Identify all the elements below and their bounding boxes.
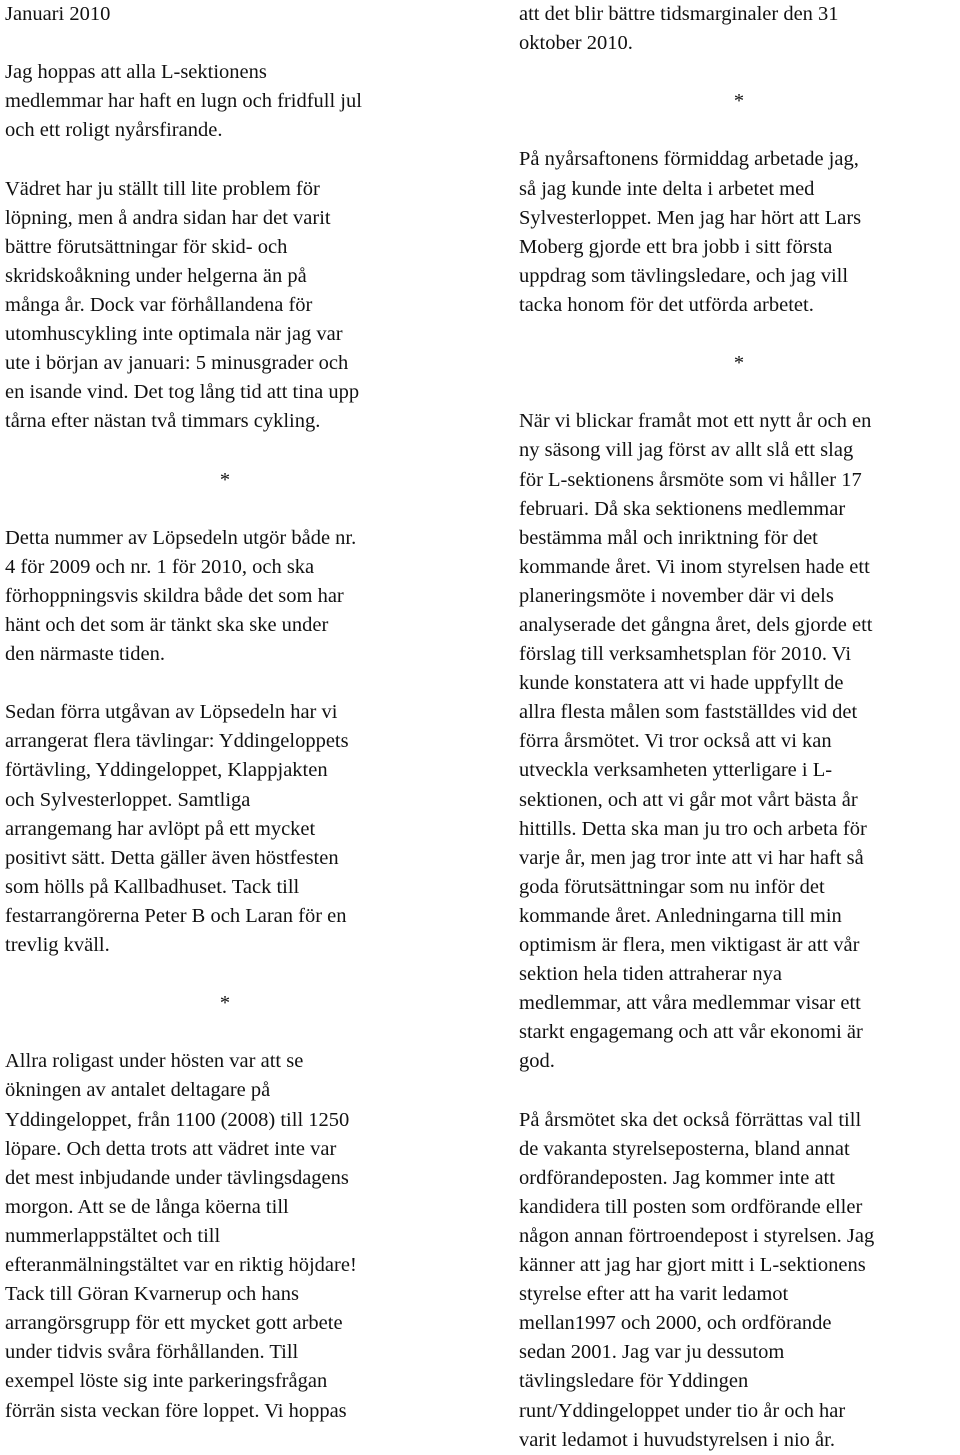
left-text-line: arrangemang har avlöpt på ett mycket (5, 817, 316, 840)
section-separator: * (219, 468, 231, 491)
paragraph-gap (5, 1018, 475, 1047)
right-text-line: starkt engagemang och att vår ekonomi är (519, 1021, 863, 1044)
left-text-line: utomhuscykling inte optimala när jag var (5, 323, 343, 346)
right-text-line: någon annan förtroendepost i styrelsen. Jag (519, 1224, 875, 1247)
left-text-line: en isande vind. Det tog lång tid att tina upp (5, 381, 360, 404)
right-text-line: kandidera till posten som ordförande eller (519, 1195, 863, 1218)
left-text-line: Sedan förra utgåvan av Löpsedeln har vi (5, 701, 338, 724)
right-text-line: sedan 2001. Jag var ju dessutom (519, 1341, 785, 1364)
right-text-line: varje år, men jag tror inte att vi har haft så (519, 846, 864, 869)
right-text-line: styrelse efter att ha varit ledamot (519, 1283, 789, 1306)
paragraph-gap (519, 320, 959, 349)
left-text-line: löpare. Och detta trots att vädret inte var (5, 1137, 337, 1160)
right-text-line: Sylvesterloppet. Men jag har hört att Lars (519, 206, 862, 229)
left-text-line: trevlig kväll. (5, 934, 110, 956)
section-separator: * (219, 992, 231, 1015)
right-text-line: hittills. Detta ska man ju tro och arbeta för (519, 817, 867, 840)
left-text-line: positivt sätt. Detta gäller även höstfesten (5, 846, 339, 869)
right-text-line: ordförandeposten. Jag kommer inte att (519, 1166, 835, 1189)
right-text-line: utveckla verksamheten ytterligare i L- (519, 759, 833, 782)
paragraph-gap (5, 495, 475, 524)
left-column (5, 0, 475, 1426)
left-text-line: ute i början av januari: 5 minusgrader och (5, 352, 349, 375)
left-text-line: Jag hoppas att alla L-sektionens (5, 61, 267, 84)
right-text-line: Moberg gjorde ett bra jobb i sitt första (519, 235, 833, 258)
right-text-line: god. (519, 1050, 555, 1073)
paragraph-gap (5, 29, 475, 58)
right-text-line: för L-sektionens årsmöte som vi håller 17 (519, 468, 862, 491)
right-text-line: analyserade det gångna året, dels gjorde ett (519, 613, 873, 636)
right-text-line: sektion hela tiden attraherar nya (519, 963, 782, 986)
left-text-line: arrangörsgrupp för ett mycket gott arbete (5, 1312, 343, 1335)
left-text-line: arrangerat flera tävlingar: Yddingeloppets (5, 730, 349, 753)
paragraph-gap (5, 145, 475, 174)
paragraph-gap (519, 1076, 959, 1105)
paragraph-gap (5, 436, 475, 465)
right-text-line: sektionen, och att vi går mot vårt bästa år (519, 788, 858, 811)
right-text-line: På årsmötet ska det också förrättas val till (519, 1108, 862, 1131)
left-text-line: som hölls på Kallbadhuset. Tack till (5, 875, 300, 898)
right-text-line: uppdrag som tävlingsledare, och jag vill (519, 264, 849, 287)
right-text-line: kommande året. Anledningarna till min (519, 904, 842, 927)
section-separator: * (733, 90, 745, 113)
right-text-line: medlemmar, att våra medlemmar visar ett (519, 992, 861, 1015)
right-text-line: När vi blickar framåt mot ett nytt år och en (519, 410, 872, 433)
left-text-line: festarrangörerna Peter B och Laran för en (5, 904, 347, 927)
left-text-line: förhoppningsvis skildra både det som har (5, 584, 344, 607)
right-text-line: runt/Yddingeloppet under tio år och har (519, 1399, 846, 1422)
left-text-line: efteranmälningstältet var en riktig höjdare! (5, 1254, 357, 1277)
right-text-line: förra årsmötet. Vi tror också att vi kan (519, 730, 832, 753)
left-text-line: morgon. Att se de långa köerna till (5, 1195, 289, 1218)
right-text-line: På nyårsaftonens förmiddag arbetade jag, (519, 148, 859, 171)
left-text-line: skridskoåkning under helgerna än på (5, 264, 307, 287)
left-text-line: Yddingeloppet, från 1100 (2008) till 1250 (5, 1108, 350, 1131)
left-text-line: Detta nummer av Löpsedeln utgör både nr. (5, 526, 357, 549)
paragraph-gap (519, 378, 959, 407)
left-text-line: Januari 2010 (5, 3, 111, 25)
left-text-line: och Sylvesterloppet. Samtliga (5, 788, 251, 811)
left-text-line: förtävling, Yddingeloppet, Klappjakten (5, 759, 328, 782)
left-text-line: bättre förutsättningar för skid- och (5, 235, 288, 258)
right-text-line: ny säsong vill jag först av allt slå ett slag (519, 439, 854, 462)
left-text-line: nummerlappstältet och till (5, 1224, 221, 1247)
right-text-line: allra flesta målen som fastställdes vid det (519, 701, 858, 724)
left-text-line: hänt och det som är tänkt ska ske under (5, 613, 329, 636)
right-text-line: tävlingsledare för Yddingen (519, 1370, 749, 1393)
left-text-line: tårna efter nästan två timmars cykling. (5, 410, 321, 433)
section-separator: * (733, 352, 745, 375)
right-text-line: goda förutsättningar som nu inför det (519, 875, 825, 898)
right-column (519, 0, 959, 1455)
right-text-line: optimism är flera, men viktigast är att vår (519, 934, 860, 956)
left-text-line: många år. Dock var förhållandena för (5, 293, 313, 316)
right-text-line: varit ledamot i huvudstyrelsen i nio år. (519, 1428, 835, 1451)
right-text-line: att det blir bättre tidsmarginaler den 31 (519, 3, 839, 25)
paragraph-gap (519, 116, 959, 145)
left-text-line: ökningen av antalet deltagare på (5, 1079, 271, 1102)
left-text-line: löpning, men å andra sidan har det varit (5, 206, 331, 229)
right-text-line: februari. Då ska sektionens medlemmar (519, 497, 846, 520)
left-text-line: den närmaste tiden. (5, 643, 165, 666)
paragraph-gap (5, 669, 475, 698)
left-text-line: exempel löste sig inte parkeringsfrågan (5, 1370, 328, 1393)
paragraph-gap (5, 960, 475, 989)
right-text-line: tacka honom för det utförda arbetet. (519, 293, 814, 316)
right-text-line: förslag till verksamhetsplan för 2010. Vi (519, 643, 852, 666)
left-text-line: Vädret har ju ställt till lite problem för (5, 177, 320, 200)
right-text-line: känner att jag har gjort mitt i L-sektionens (519, 1254, 866, 1277)
left-text-line: 4 för 2009 och nr. 1 för 2010, och ska (5, 555, 315, 578)
left-text-line: Allra roligast under hösten var att se (5, 1050, 304, 1073)
right-text-line: planeringsmöte i november där vi dels (519, 584, 834, 607)
right-text-line: mellan1997 och 2000, och ordförande (519, 1312, 832, 1335)
left-text-line: under tidvis svåra förhållanden. Till (5, 1341, 299, 1364)
right-text-line: oktober 2010. (519, 32, 633, 55)
right-text-line: kommande året. Vi inom styrelsen hade ett (519, 555, 870, 578)
left-text-line: och ett roligt nyårsfirande. (5, 119, 223, 142)
right-text-line: kunde konstatera att vi hade uppfyllt de (519, 672, 844, 695)
left-text-line: Tack till Göran Kvarnerup och hans (5, 1283, 300, 1306)
right-text-line: så jag kunde inte delta i arbetet med (519, 177, 815, 200)
left-text-line: medlemmar har haft en lugn och fridfull jul (5, 90, 362, 113)
right-text-line: bestämma mål och inriktning för det (519, 526, 818, 549)
right-text-line: de vakanta styrelseposterna, bland annat (519, 1137, 850, 1160)
paragraph-gap (519, 58, 959, 87)
left-text-line: det mest inbjudande under tävlingsdagens (5, 1166, 349, 1189)
left-text-line: förrän sista veckan före loppet. Vi hoppas (5, 1399, 347, 1422)
